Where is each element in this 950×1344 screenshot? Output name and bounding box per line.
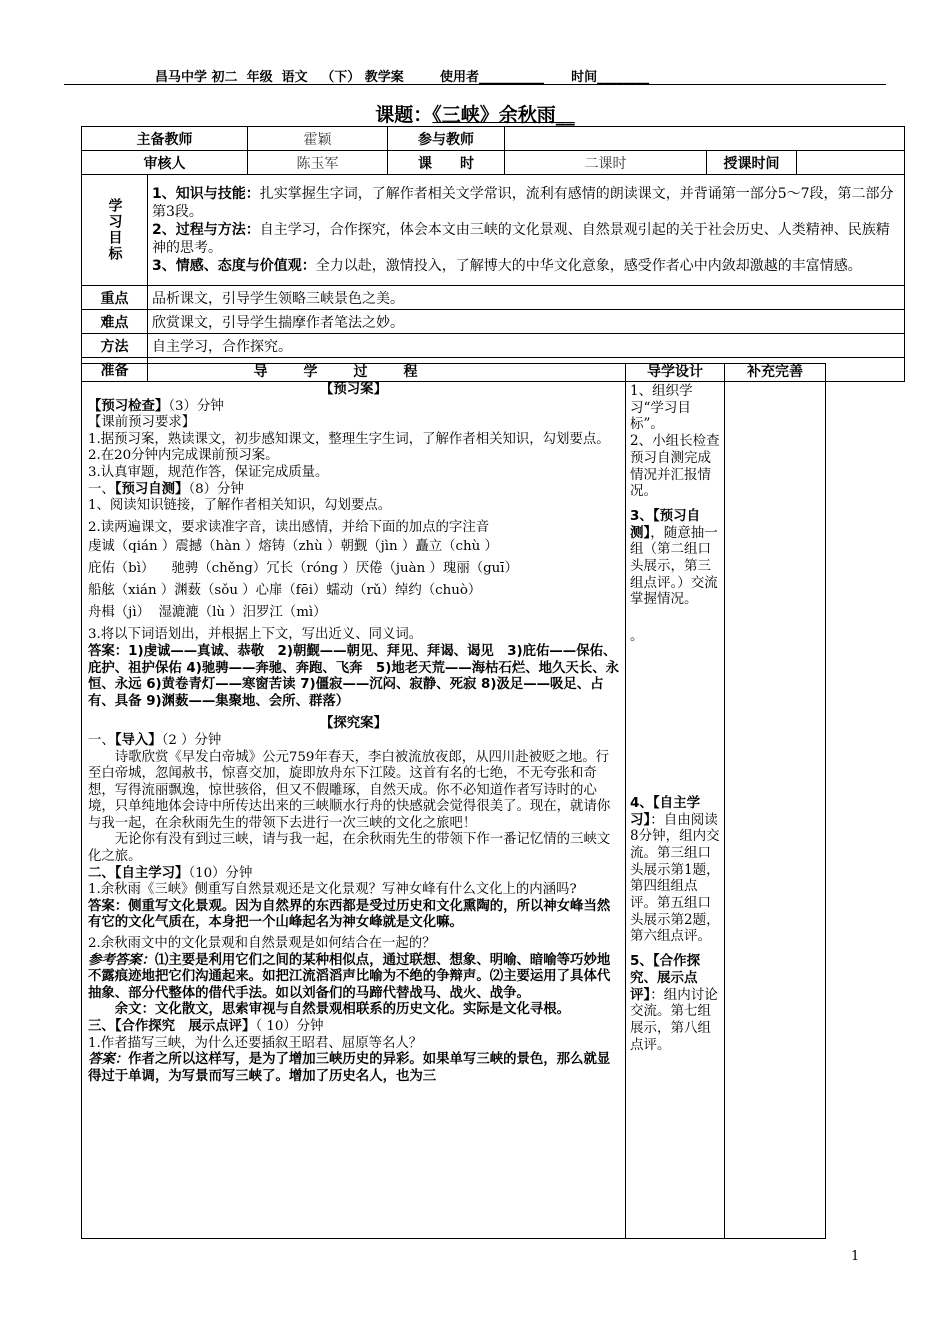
page-header: 昌马中学 初二 年级 语文 （下） 教学案 使用者__________ 时间________ xyxy=(155,70,650,85)
focus-text: 品析课文，引导学生领略三峡景色之美。 xyxy=(148,286,905,310)
method-label: 方法 xyxy=(82,334,148,358)
goal-knowledge: 1、知识与技能：扎实掌握生字词，了解作者相关文学常识，流利有感情的朗读课文，并背诵第一部分5～7段，第二部分第3段。 xyxy=(152,186,894,220)
prep-label: 准备 xyxy=(82,358,148,382)
difficulty-text: 欣赏课文，引导学生揣摩作者笔法之妙。 xyxy=(148,310,905,334)
pinyin-line-2: 庇佑（bì） 驰骋（chěng）冗长（róng ）厌倦（juàn ）瑰丽（guī） xyxy=(88,561,518,577)
question-2: 2.读两遍课文，要求读准字音，读出感情，并给下面的加点的字注音 xyxy=(88,519,490,535)
self-study-answer-1: 答案：侧重写文化景观。因为自然界的东西都是受过历史和文化熏陶的，所以神女峰当然有它的文化气质在，本身把一个山峰起名为神女峰就是文化嘛。 xyxy=(88,898,611,931)
goal-emotion: 3、情感、态度与价值观：全力以赴，激情投入，了解博大的中华文化意象，感受作者心中内敛却激越的丰富情感。 xyxy=(152,258,862,274)
info-row-focus xyxy=(82,286,905,310)
header-rule xyxy=(64,84,886,85)
pinyin-line-3: 船舷（xián ）渊薮（sǒu ）心扉（fēi）蠕动（rǔ）绰约（chuò） xyxy=(88,583,482,599)
cooperation-answer-1: 答案：作者之所以这样写，是为了增加三峡历史的异彩。如果单写三峡的景色，那么就显得过于单调，为写景而写三峡了。增加了历史名人，也为三 xyxy=(88,1052,611,1084)
design-column xyxy=(626,364,725,1238)
info-row-goals xyxy=(82,175,905,286)
reviewer-value: 陈玉军 xyxy=(248,151,388,175)
design-step-2: 2、小组长检查预习自测完成情况并汇报情况。 xyxy=(630,433,720,500)
main-teacher-value: 霍颖 xyxy=(248,127,388,151)
info-row-difficulty xyxy=(82,310,905,334)
design-step-1: 1、组织学习“学习目标”。 xyxy=(630,383,693,433)
lesson-title xyxy=(0,100,950,127)
requirements-heading: 【课前预习要求】 xyxy=(88,415,196,431)
self-study-question-1: 1.余秋雨《三峡》侧重写自然景观还是文化景观？写神女峰有什么文化上的内涵吗? xyxy=(88,882,577,898)
explore-section-title: 【探究案】 xyxy=(320,716,387,732)
self-study-heading: 二、【自主学习】（10）分钟 xyxy=(88,865,253,881)
focus-label: 重点 xyxy=(82,286,148,310)
page-number: 1 xyxy=(851,1249,860,1264)
requirement-2: 2.在20分钟内完成课前预习案。 xyxy=(88,448,279,464)
periods-label: 课 时 xyxy=(388,151,505,175)
intro-paragraph-1: 诗歌欣赏《早发白帝城》公元759年春天，李白被流放夜郎，从四川赴被贬之地。行至白帝城，忽闻赦书，惊喜交加，旋即放舟东下江陵。这首有名的七绝，不无夸张和奇想，写得流丽飘逸，惊世骇俗，但又不假雕琢，自然天成。你不必知道作者写诗时的心境，只单纯地体会诗中所传达出来的三峡顺水行舟的快感就会觉得很美了。现在，就请你与我一起，在余秋雨先生的带领下去进行一次三峡的文化之旅吧！ xyxy=(88,749,611,831)
process-content xyxy=(82,382,625,1085)
guided-learning-table xyxy=(81,363,826,1239)
co-teacher-value xyxy=(505,127,905,151)
supplement-column-header: 补充完善 xyxy=(725,364,825,382)
design-dot: 。 xyxy=(630,628,644,645)
info-row-teachers xyxy=(82,127,905,151)
self-study-question-2: 2.余秋雨文中的文化景观和自然景观是如何结合在一起的？ xyxy=(88,936,436,952)
design-step-4: 4、【自主学习】：自由阅读8分钟，组内交流。第三组口头展示第1题，第四组组点评。第五组口头展示第2题，第六组点评。 xyxy=(630,794,720,945)
preview-section-title: 【预习案】 xyxy=(320,382,387,397)
design-content xyxy=(626,382,724,1054)
cooperation-question-1: 1.作者描写三峡，为什么还要插叙王昭君、屈原等名人？ xyxy=(88,1035,423,1051)
pinyin-line-4: 舟楫（jì） 湿漉漉（lù ）汨罗江（mì） xyxy=(88,605,327,621)
answer-synonyms: 答案：1)虔诚——真诚、恭敬 2)朝觐——朝见、拜见、拜谒、谒见 3)庇佑——保佑、庇护、祖护保佑 4)驰骋——奔驰、奔跑、飞奔 5)地老天荒——海枯石烂、地久天长、永恒、永远 6)黄卷青灯——寒窗苦读 7)僵寂——沉闷、寂静、死寂 8)汲足——吸足、占有、具备 9)渊薮——集聚地、会所、群落） xyxy=(88,643,619,709)
self-test-heading: 一、【预习自测】（8）分钟 xyxy=(88,481,244,497)
requirement-1: 1.据预习案，熟读课文，初步感知课文，整理生字生词，了解作者相关知识，勾划要点。 xyxy=(88,431,610,447)
main-teacher-label: 主备教师 xyxy=(82,127,248,151)
info-row-method xyxy=(82,334,905,358)
goals-cell xyxy=(148,175,905,286)
question-1: 1、阅读知识链接，了解作者相关知识，勾划要点。 xyxy=(88,498,392,514)
class-time-label: 授课时间 xyxy=(707,151,797,175)
self-study-answer-2b: 余文：文化散文，思索审视与自然景观相联系的历史文化。实际是文化寻根。 xyxy=(114,1002,571,1018)
cooperation-heading: 三、【合作探究 展示点评】（ 10）分钟 xyxy=(88,1019,324,1034)
info-row-review xyxy=(82,151,905,175)
design-step-3: 3、【预习自测】，随意抽一组（第二组口头展示，第三组点评。）交流掌握情况。 xyxy=(630,507,718,608)
design-column-header: 导学设计 xyxy=(626,364,724,382)
lesson-info-table xyxy=(81,126,905,382)
self-study-answer-2: 参考答案：⑴主要是利用它们之间的某种相似点，通过联想、想象、明喻、暗喻等巧妙地不露痕迹地把它们沟通起来。如把江流滔滔声比喻为不绝的争辩声。⑵主要运用了具体代抽象、部分代整体的借代手法。如以刘备们的马蹄代替战马、战火、战争。 xyxy=(88,952,611,1001)
design-step-5: 5、【合作探究、展示点评】：组内讨论交流。第七组展示，第八组点评。 xyxy=(630,953,718,1053)
goals-label: 学习目标 xyxy=(106,198,123,262)
question-3: 3.将以下词语划出，并根据上下文，写出近义、同义词。 xyxy=(88,627,423,643)
intro-heading: 一、【导入】（2 ）分钟 xyxy=(88,732,222,748)
periods-value: 二课时 xyxy=(505,151,707,175)
co-teacher-label: 参与教师 xyxy=(388,127,505,151)
pinyin-line-1: 虔诚（qián ）震撼（hàn ）熔铸（zhù ）朝觐（jìn ）矗立（chù ） xyxy=(88,539,498,555)
difficulty-label: 难点 xyxy=(82,310,148,334)
supplement-column xyxy=(725,364,825,1238)
intro-paragraph-2: 无论你有没有到过三峡，请与我一起，在余秋雨先生的带领下作一番记忆情的三峡文化之旅。 xyxy=(88,832,611,865)
process-column-header: 导学过程 xyxy=(82,364,625,382)
class-time-value xyxy=(797,151,905,175)
title-prefix: 课题： xyxy=(375,104,433,126)
process-column xyxy=(82,364,626,1238)
goals-label-cell xyxy=(82,175,148,286)
reviewer-label: 审核人 xyxy=(82,151,248,175)
requirement-3: 3.认真审题，规范作答，保证完成质量。 xyxy=(88,464,329,480)
preview-check: 【预习检查】（3）分钟 xyxy=(88,398,224,414)
goal-process: 2、过程与方法：自主学习，合作探究，体会本文由三峡的文化景观、自然景观引起的关于社会历史、人类精神、民族精神的思考。 xyxy=(152,222,890,256)
title-main: 《三峡》余秋雨__ xyxy=(432,104,575,126)
method-text: 自主学习，合作探究。 xyxy=(148,334,905,358)
